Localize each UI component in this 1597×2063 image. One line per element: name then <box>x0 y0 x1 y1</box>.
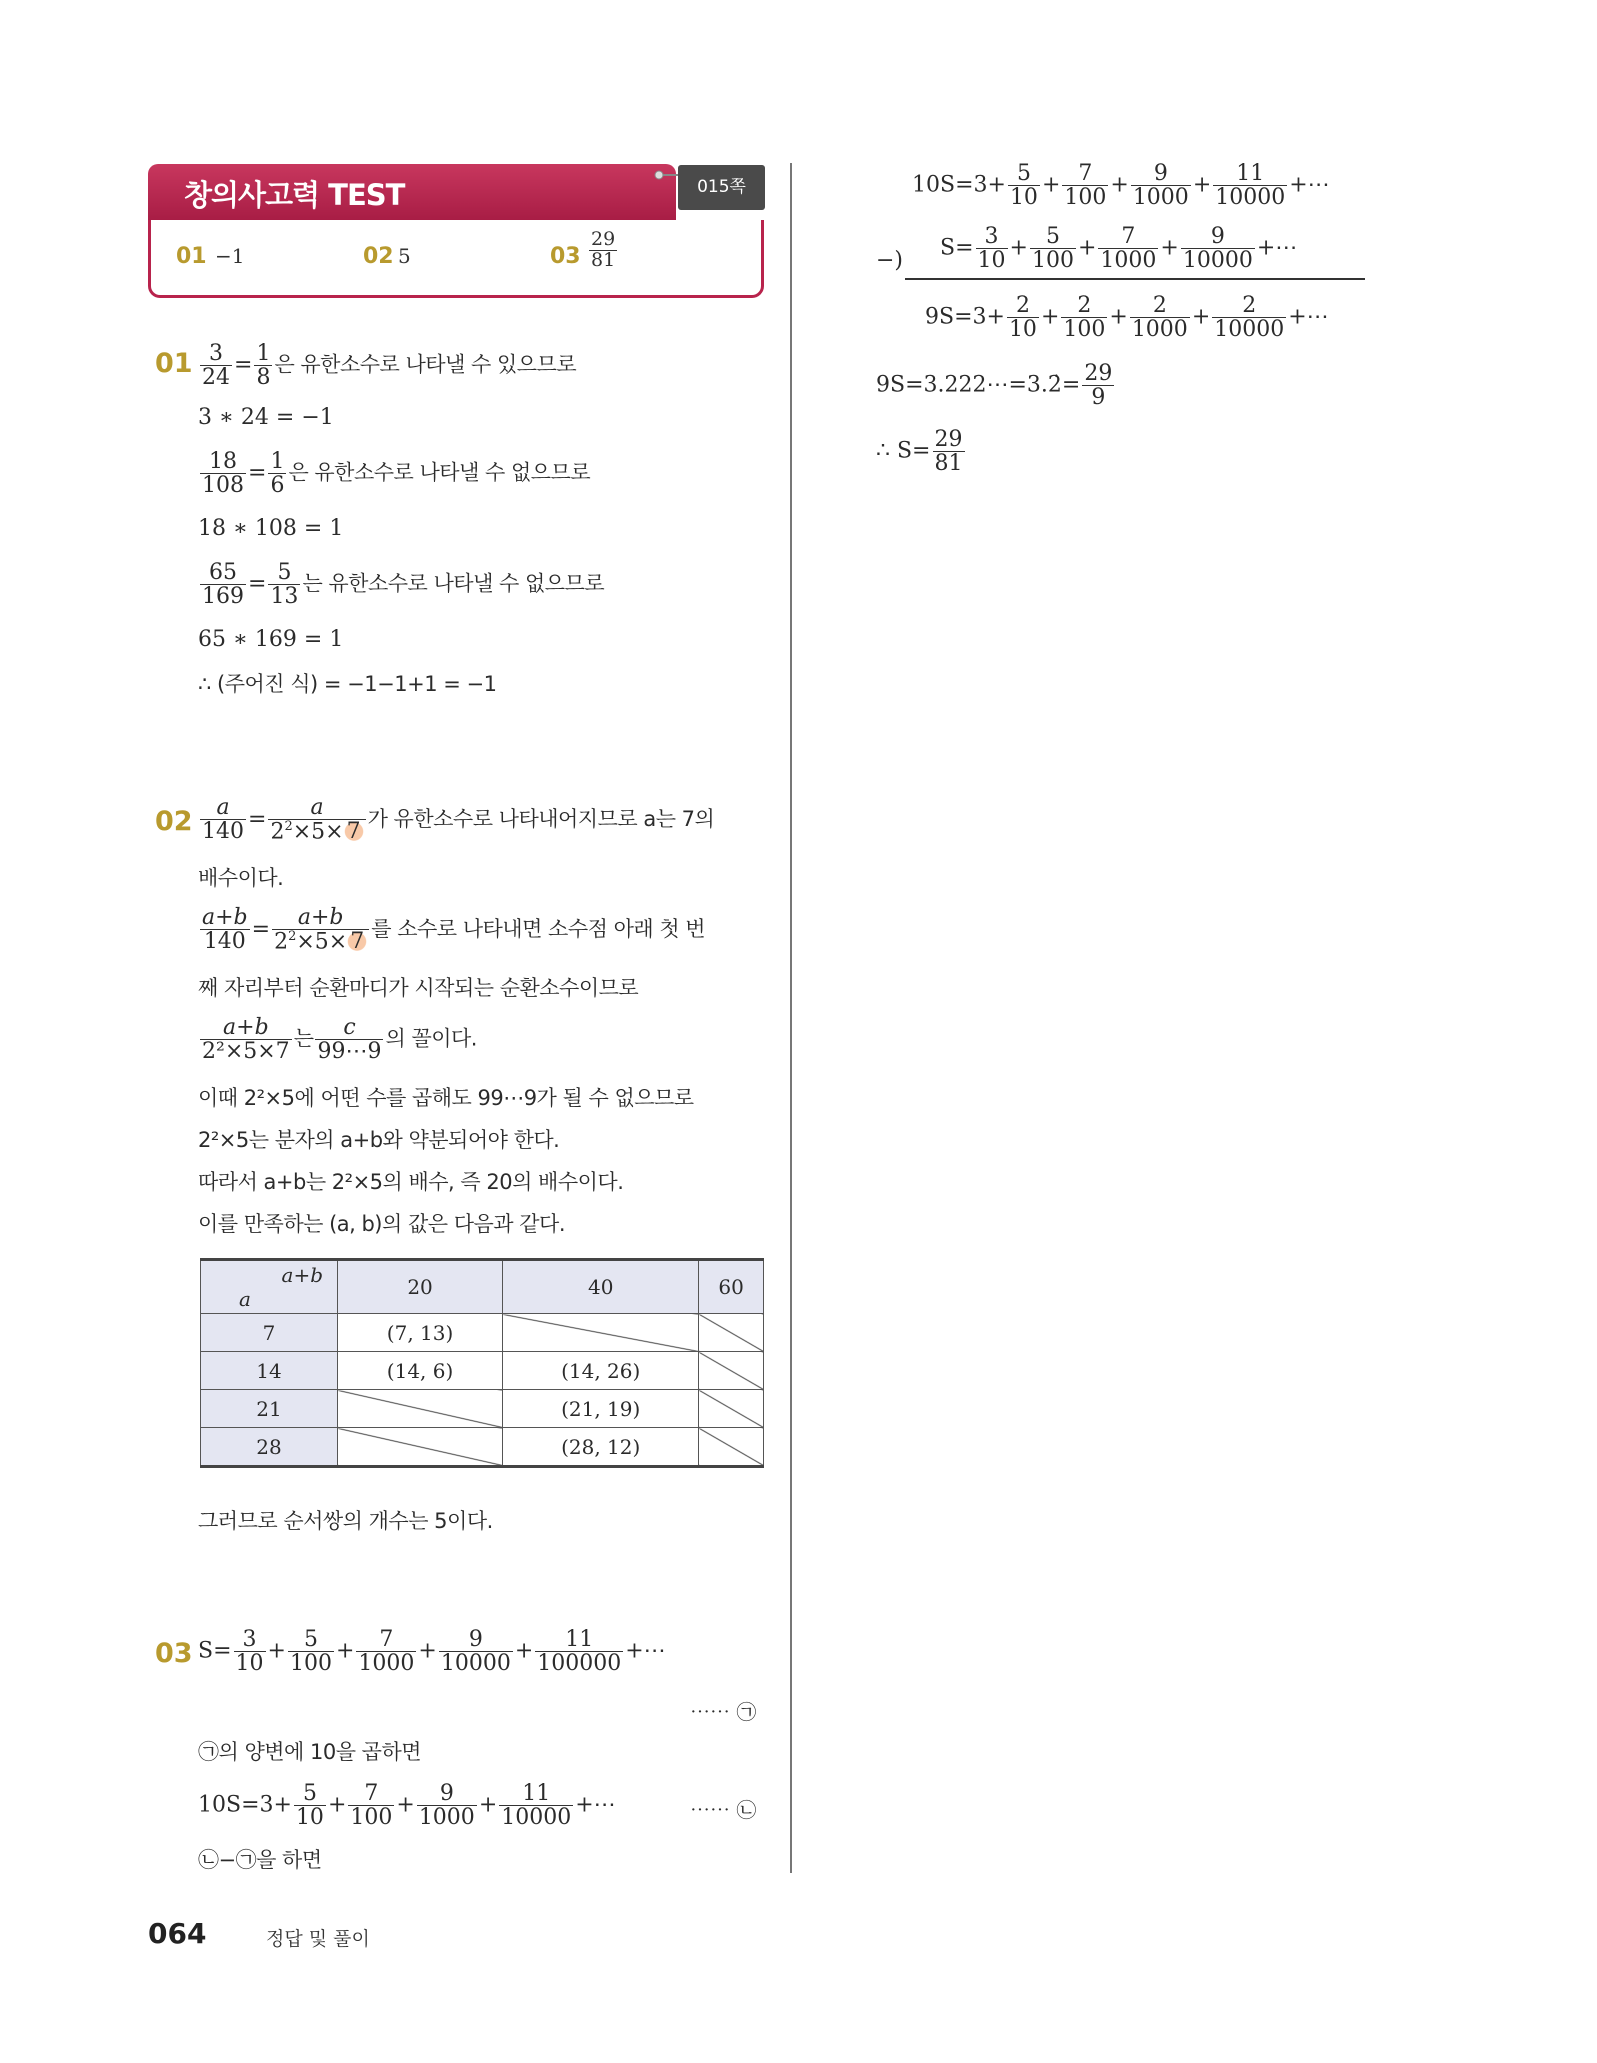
page-reference-badge: 015쪽 <box>678 165 765 210</box>
fraction-term: $\frac{7}{1000}$ <box>1100 224 1157 274</box>
fraction-term: $\frac{2}{10000}$ <box>1214 293 1285 343</box>
q03-s-line: S= $\frac{3}{10}$ + $\frac{5}{100}$ + $\frac{7}{1000}$ + $\frac{9}{10000}$ + $\frac{11}{100000}$ +⋯ <box>198 1627 666 1677</box>
table-row <box>201 1428 764 1467</box>
table-row <box>201 1390 764 1428</box>
corner-top-label: a+b <box>281 1263 323 1287</box>
fraction-term: $\frac{9}{10000}$ <box>440 1627 511 1677</box>
fraction-term: $\frac{9}{10000}$ <box>1182 224 1253 274</box>
answer-value-02: 5 <box>398 244 411 268</box>
table-corner <box>201 1260 338 1314</box>
q02-line-5: 2²×5는 분자의 a+b와 약분되어야 한다. <box>198 1128 560 1152</box>
answer-summary <box>148 220 764 298</box>
fraction-term: $\frac{9}{1000}$ <box>418 1781 475 1831</box>
test-header <box>148 164 765 300</box>
q02-line-2b: 째 자리부터 순환마디가 시작되는 순환소수이므로 <box>198 976 639 1000</box>
row-header: 14 <box>201 1352 338 1390</box>
q01-line-1: $\frac{3}{24}$ = $\frac{1}{8}$ 은 유한소수로 나타낼 수 있으므로 <box>202 341 577 391</box>
table-cell-empty <box>699 1352 764 1390</box>
table-row <box>201 1352 764 1390</box>
question-number-01: 01 <box>155 348 193 379</box>
fraction-term: $\frac{5}{100}$ <box>289 1627 332 1677</box>
col-header: 40 <box>503 1260 699 1314</box>
fraction-term: $\frac{7}{100}$ <box>350 1781 393 1831</box>
q02-line-4: 이때 2²×5에 어떤 수를 곱해도 99⋯9가 될 수 없으므로 <box>198 1086 694 1110</box>
q01-line-2: 3 ∗ 24 = −1 <box>198 405 334 430</box>
q03-mark-2: ⋯⋯ ㉡ <box>690 1798 757 1822</box>
fraction-term: $\frac{2}{1000}$ <box>1131 293 1188 343</box>
table-cell-empty <box>338 1390 503 1428</box>
table-cell: (7, 13) <box>338 1314 503 1352</box>
q03-mark-1: ⋯⋯ ㉠ <box>690 1700 757 1724</box>
fraction-term: $\frac{2}{100}$ <box>1063 293 1106 343</box>
q01-line-5: $\frac{65}{169}$ = $\frac{5}{13}$ 는 유한소수로 나타낼 수 없으므로 <box>202 560 605 610</box>
q02-conclusion: 그러므로 순서쌍의 개수는 5이다. <box>198 1509 493 1533</box>
right-s-line: S= $\frac{3}{10}$ + $\frac{5}{100}$ + $\frac{7}{1000}$ + $\frac{9}{10000}$ +⋯ <box>940 224 1298 274</box>
table-cell: (21, 19) <box>503 1390 699 1428</box>
answer-num-01: 01 <box>176 244 207 269</box>
ab-value-table <box>200 1258 764 1468</box>
table-cell-empty <box>699 1314 764 1352</box>
fraction-term: $\frac{11}{10000}$ <box>1215 161 1286 211</box>
table-cell-empty <box>338 1428 503 1467</box>
corner-bottom-label: a <box>239 1287 251 1311</box>
col-header: 20 <box>338 1260 503 1314</box>
fraction-term: $\frac{5}{10}$ <box>1009 161 1038 211</box>
row-header: 28 <box>201 1428 338 1467</box>
question-number-02: 02 <box>155 806 193 837</box>
q02-line-2: $\frac{a+b}{140}$ = $\frac{a+b}{2^2\times 5\times 7}$ 를 소수로 나타내면 소수점 아래 첫 번 <box>202 905 706 955</box>
right-final-answer: ∴ S= $\frac{29}{81}$ <box>876 427 963 477</box>
answer-value-01: −1 <box>215 244 245 268</box>
q03-text-2: ㉡−㉠을 하면 <box>198 1848 322 1872</box>
right-9s-result: 9S=3.222⋯=3.2̇= $\frac{29}{9}$ <box>876 361 1113 411</box>
q01-line-7: ∴ (주어진 식) = −1−1+1 = −1 <box>198 672 497 696</box>
fraction-term: $\frac{7}{1000}$ <box>358 1627 415 1677</box>
table-cell: (28, 12) <box>503 1428 699 1467</box>
fraction-term: $\frac{11}{100000}$ <box>537 1627 622 1677</box>
fraction-term: $\frac{9}{1000}$ <box>1132 161 1189 211</box>
fraction-term: $\frac{3}{10}$ <box>235 1627 264 1677</box>
row-header: 21 <box>201 1390 338 1428</box>
fraction-term: $\frac{5}{100}$ <box>1031 224 1074 274</box>
answer-03-numerator: 29 <box>591 228 616 250</box>
right-10s-line: 10S=3+ $\frac{5}{10}$ + $\frac{7}{100}$ + $\frac{9}{1000}$ + $\frac{11}{10000}$ +⋯ <box>912 161 1330 211</box>
column-divider <box>790 163 792 1873</box>
q02-line-1b: 배수이다. <box>198 866 284 890</box>
header-title: 창의사고력 TEST <box>184 178 405 212</box>
subtraction-rule <box>905 278 1365 280</box>
page-number: 064 <box>148 1917 207 1950</box>
q01-line-3: $\frac{18}{108}$ = $\frac{1}{6}$ 은 유한소수로 나타낼 수 없으므로 <box>202 449 591 499</box>
table-row <box>201 1314 764 1352</box>
answer-03-denominator: 81 <box>591 248 616 271</box>
table-header-row <box>201 1260 764 1314</box>
table-cell-empty <box>699 1390 764 1428</box>
q02-line-3: $\frac{a+b}{\text{2²×5×7}}$ 는 $\frac{c}{99\cdots 9}$ 의 꼴이다. <box>202 1015 477 1065</box>
answer-num-02: 02 <box>363 244 394 269</box>
q02-line-1: $\frac{a}{140}$ = $\frac{a}{2^2\times 5\times 7}$ 가 유한소수로 나타내어지므로 a는 7의 <box>202 795 715 845</box>
answer-num-03: 03 <box>550 244 581 269</box>
col-header: 60 <box>699 1260 764 1314</box>
header-banner <box>148 164 676 220</box>
fraction-term: $\frac{11}{10000}$ <box>501 1781 572 1831</box>
footer-label: 정답 및 풀이 <box>266 1928 370 1950</box>
subtraction-sign: −) <box>876 248 904 273</box>
fraction-term: $\frac{7}{100}$ <box>1064 161 1107 211</box>
q01-line-6: 65 ∗ 169 = 1 <box>198 627 344 652</box>
q02-line-7: 이를 만족하는 (a, b)의 값은 다음과 같다. <box>198 1212 565 1236</box>
table-cell-empty <box>699 1428 764 1467</box>
table-cell: (14, 26) <box>503 1352 699 1390</box>
fraction-term: $\frac{2}{10}$ <box>1008 293 1037 343</box>
q03-text-1: ㉠의 양변에 10을 곱하면 <box>198 1740 422 1764</box>
q02-line-6: 따라서 a+b는 2²×5의 배수, 즉 20의 배수이다. <box>198 1170 624 1194</box>
right-9s-line: 9S=3+ $\frac{2}{10}$ + $\frac{2}{100}$ + $\frac{2}{1000}$ + $\frac{2}{10000}$ +⋯ <box>925 293 1329 343</box>
fraction-term: $\frac{5}{10}$ <box>295 1781 324 1831</box>
row-header: 7 <box>201 1314 338 1352</box>
table-cell-empty <box>503 1314 699 1352</box>
question-number-03: 03 <box>155 1638 193 1669</box>
fraction-term: $\frac{3}{10}$ <box>977 224 1006 274</box>
q01-line-4: 18 ∗ 108 = 1 <box>198 516 344 541</box>
q03-10s-line: 10S=3+ $\frac{5}{10}$ + $\frac{7}{100}$ + $\frac{9}{1000}$ + $\frac{11}{10000}$ +⋯ <box>198 1781 616 1831</box>
table-cell: (14, 6) <box>338 1352 503 1390</box>
